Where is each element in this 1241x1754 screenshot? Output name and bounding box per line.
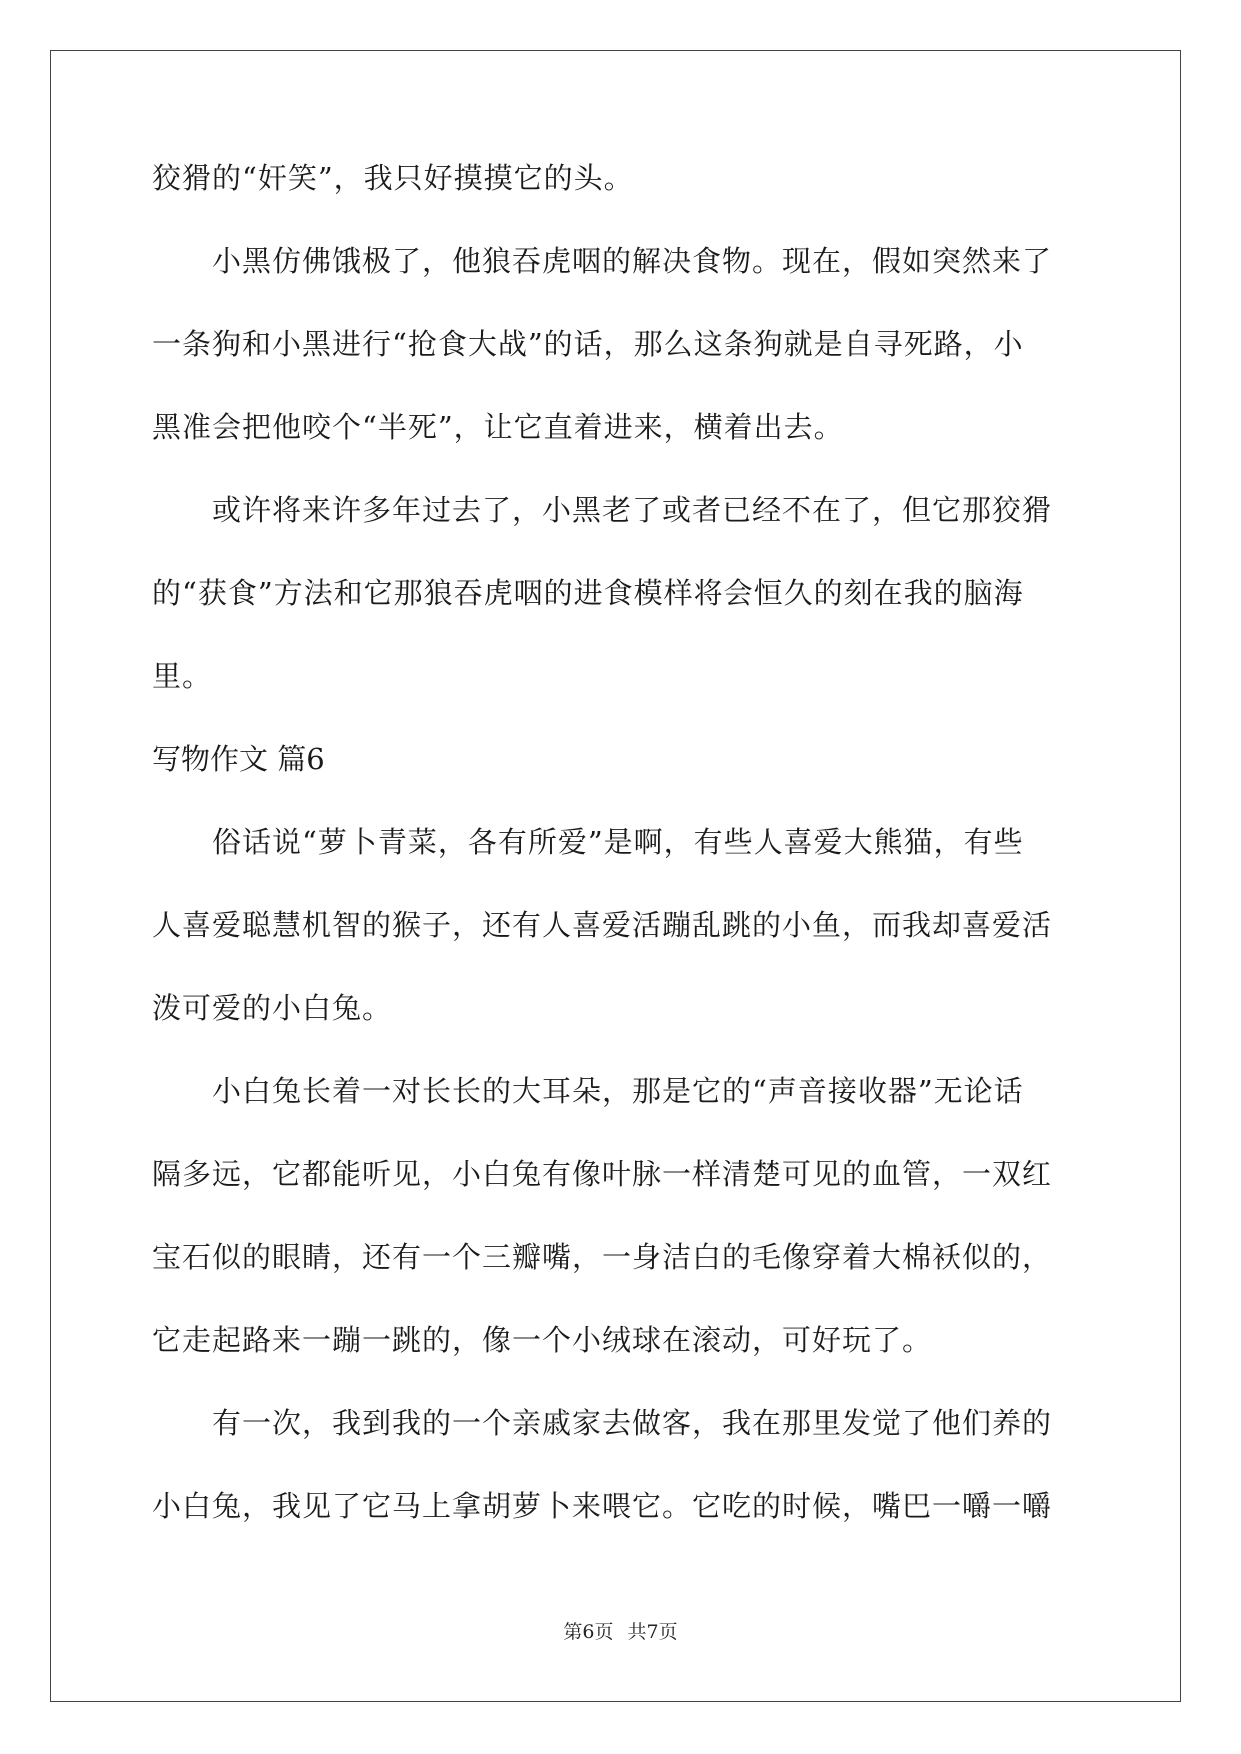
text-line: 狡猾的“奸笑”，我只好摸摸它的头。 [152, 161, 634, 195]
text-line: 或许将来许多年过去了，小黑老了或者已经不在了，但它那狡猾 [152, 493, 1053, 527]
text-line: 有一次，我到我的一个亲戚家去做客，我在那里发觉了他们养的 [152, 1406, 1053, 1440]
text-line: 它走起路来一蹦一跳的，像一个小绒球在滚动，可好玩了。 [152, 1323, 933, 1357]
section-heading: 写物作文 篇6 [152, 742, 325, 776]
text-line: 黑准会把他咬个“半死”，让它直着进来，横着出去。 [152, 410, 844, 444]
text-line: 小黑仿佛饿极了，他狼吞虎咽的解决食物。现在，假如突然来了 [152, 244, 1053, 278]
text-line: 的“获食”方法和它那狼吞虎咽的进食模样将会恒久的刻在我的脑海 [152, 576, 1024, 610]
page-total: 共7页 [627, 1621, 678, 1643]
document-body [152, 158, 1082, 1569]
page-number: 第6页 [563, 1621, 614, 1643]
text-line: 泼可爱的小白兔。 [152, 991, 393, 1025]
text-line: 一条狗和小黑进行“抢食大战”的话，那么这条狗就是自寻死路，小 [152, 327, 1024, 361]
text-line: 小白兔长着一对长长的大耳朵，那是它的“声音接收器”无论话 [152, 1074, 1024, 1108]
text-line: 小白兔，我见了它马上拿胡萝卜来喂它。它吃的时候，嘴巴一嚼一嚼 [152, 1489, 1053, 1523]
page-footer [0, 1617, 1241, 1644]
text-line: 俗话说“萝卜青菜，各有所爱”是啊，有些人喜爱大熊猫，有些 [152, 825, 1024, 859]
text-line: 宝石似的眼睛，还有一个三瓣嘴，一身洁白的毛像穿着大棉袄似的， [152, 1240, 1053, 1274]
text-line: 人喜爱聪慧机智的猴子，还有人喜爱活蹦乱跳的小鱼，而我却喜爱活 [152, 908, 1053, 942]
text-line: 隔多远，它都能听见，小白兔有像叶脉一样清楚可见的血管，一双红 [152, 1157, 1053, 1191]
text-line: 里。 [152, 659, 213, 693]
